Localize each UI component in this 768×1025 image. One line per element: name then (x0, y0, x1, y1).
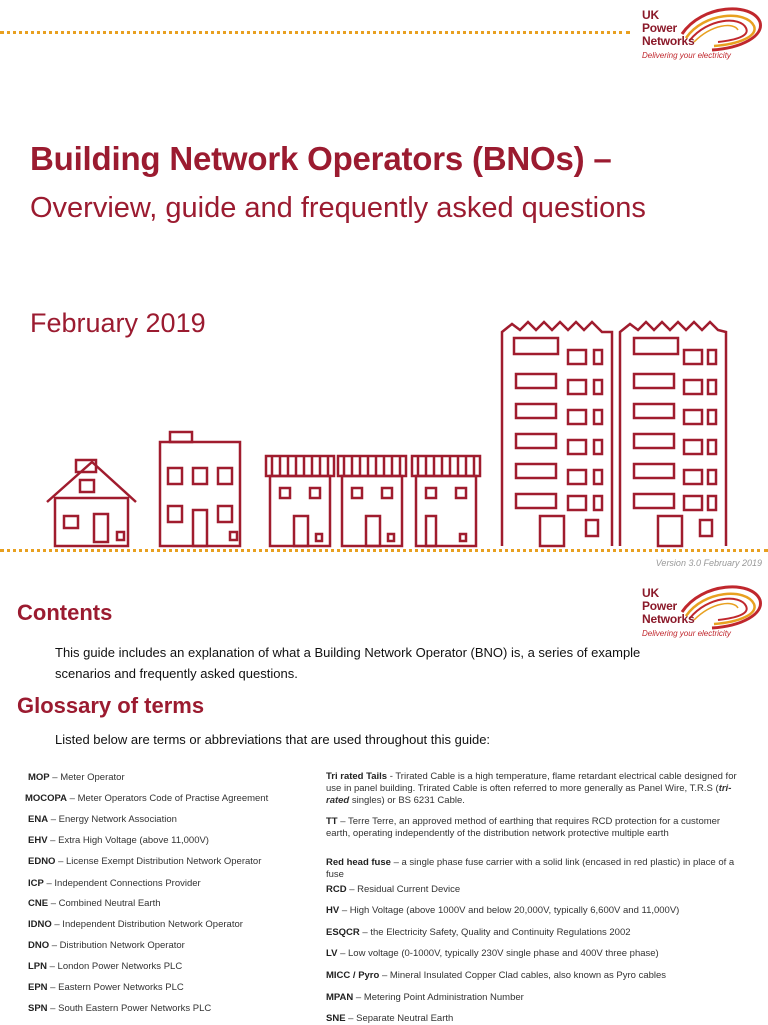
logo-line-uk: UK (642, 586, 659, 600)
glossary-item-left (28, 814, 318, 826)
glossary-heading: Glossary of terms (17, 693, 205, 718)
contents-heading: Contents (17, 600, 113, 625)
glossary-definition: – Meter Operators Code of Practise Agreement (67, 793, 269, 804)
glossary-term: MOCOPA (25, 793, 68, 804)
glossary-term: MOP (28, 772, 50, 783)
shop-icon-2 (338, 456, 406, 546)
glossary-definition: – Energy Network Association (48, 814, 177, 825)
glossary-term: DNO (28, 940, 50, 951)
glossary-intro: Listed below are terms or abbreviations that are used throughout this guide: (55, 732, 491, 747)
logo-line-power: Power (642, 21, 678, 35)
glossary-definition: – London Power Networks PLC (47, 961, 183, 972)
shop-icon-3 (412, 456, 480, 546)
glossary-definition: – Eastern Power Networks PLC (47, 982, 184, 993)
logo-tagline: Delivering your electricity (642, 51, 731, 60)
glossary-item-esqcr: ESQCR – the Electricity Safety, Quality and Continuity Regulations 2002 (326, 927, 631, 938)
contents-text: This guide includes an explanation of what a Building Network Operator (BNO) is, a series of example scenarios and frequently asked questions. (55, 645, 641, 681)
glossary-term: CNE (28, 898, 49, 909)
tower-block-icon-2 (620, 322, 726, 546)
glossary-definition: – Distribution Network Operator (49, 940, 185, 951)
glossary-item-micc: MICC / Pyro – Mineral Insulated Copper Clad cables, also known as Pyro cables (326, 970, 667, 981)
glossary-definition: – Meter Operator (49, 772, 125, 783)
glossary-item-left (28, 878, 318, 890)
glossary-term: IDNO (28, 919, 52, 930)
logo-line-networks: Networks (642, 612, 695, 626)
townhouse-icon (160, 432, 240, 546)
glossary-item-left (28, 919, 318, 931)
logo-line-networks: Networks (642, 34, 695, 48)
glossary-item-left (28, 856, 318, 868)
top-dotted-rule (0, 31, 630, 34)
glossary-item-left (28, 940, 318, 952)
buildings-illustration (0, 310, 768, 550)
publish-date: February 2019 (30, 308, 206, 338)
page-subtitle: Overview, guide and frequently asked questions (30, 192, 646, 224)
house-icon (47, 460, 136, 546)
shop-icon-1 (266, 456, 334, 546)
glossary-item-rcd: RCD – Residual Current Device (326, 884, 461, 895)
glossary-item-left (28, 1003, 318, 1015)
company-logo-secondary (642, 582, 766, 642)
glossary-item-left (28, 835, 318, 847)
glossary-item-left (28, 982, 318, 994)
glossary-definition: – South Eastern Power Networks PLC (47, 1003, 212, 1014)
glossary-term: EDNO (28, 856, 56, 867)
glossary-definition: – Independent Connections Provider (43, 878, 201, 889)
glossary-term: LPN (28, 961, 47, 972)
glossary-term: EHV (28, 835, 48, 846)
glossary-item-tt: TT – Terre Terre, an approved method of earthing that requires RCD protection for a customer earth, operating independently of the distribution network protective multiple earth (326, 816, 721, 839)
glossary-item-left (28, 898, 318, 910)
company-logo (642, 4, 766, 66)
glossary-item-left (28, 961, 318, 973)
glossary-definition: – Independent Distribution Network Operator (51, 919, 243, 930)
glossary-definition: – License Exempt Distribution Network Operator (55, 856, 262, 867)
version-label: Version 3.0 February 2019 (655, 558, 762, 568)
glossary-item-red-head-fuse: Red head fuse – a single phase fuse carrier with a solid link (encased in red plastic) in place of a fuse (326, 857, 735, 880)
glossary-item-left (28, 772, 318, 784)
glossary-term: SPN (28, 1003, 48, 1014)
cover-dotted-rule (0, 549, 768, 552)
tower-block-icon-1 (502, 322, 612, 546)
glossary-definition: – Combined Neutral Earth (48, 898, 161, 909)
glossary-item-lv: LV – Low voltage (0-1000V, typically 230V single phase and 400V three phase) (326, 948, 659, 959)
logo-line-uk: UK (642, 8, 659, 22)
glossary-item-hv: HV – High Voltage (above 1000V and below 20,000V, typically 6,600V and 11,000V) (326, 905, 680, 916)
glossary-definition: – Extra High Voltage (above 11,000V) (47, 835, 209, 846)
glossary-term: EPN (28, 982, 48, 993)
logo-tagline: Delivering your electricity (642, 629, 731, 638)
logo-line-power: Power (642, 599, 678, 613)
glossary-term: ICP (28, 878, 44, 889)
glossary-term: ENA (28, 814, 49, 825)
glossary-item-mpan: MPAN – Metering Point Administration Number (326, 992, 524, 1003)
glossary-item-tri-rated: Tri rated Tails - Trirated Cable is a high temperature, flame retardant electrical cable designed for use in panel building. Trirated Cable is often referred to more generally as Panel Wire, T.R.S (tri-rated singles) or BS 6231 Cable. (326, 771, 737, 806)
glossary-item-sne: SNE – Separate Neutral Earth (326, 1013, 454, 1024)
page-title: Building Network Operators (BNOs) – (30, 140, 612, 177)
glossary-item-left (25, 793, 315, 805)
